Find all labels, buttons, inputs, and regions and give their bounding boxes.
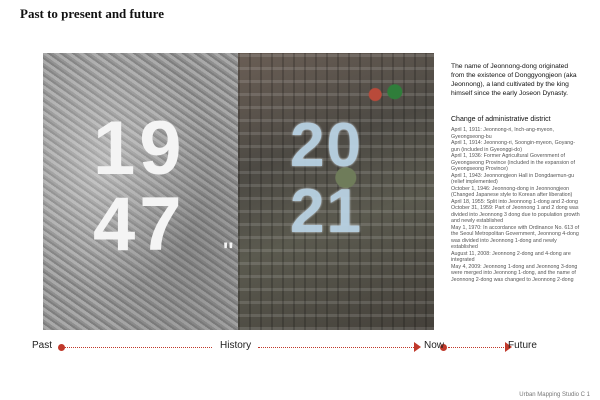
aerial-photo-1947: [43, 53, 238, 330]
timeline-line-segment: [62, 347, 212, 348]
history-entry: April 1, 1914: Jeonnong-ri, Soongin-myeon, Goyang-gun (included in Gyeonggi-do): [451, 140, 575, 153]
past-present-photo-comparison: [43, 53, 434, 330]
page-footer: Urban Mapping Studio C 1: [519, 392, 590, 398]
history-entry: May 4, 2009: Jeonnong 1-dong and Jeonnong 3-dong were merged into Jeonnong 1-dong, and the name of Jeonnong 2-dong was changed to Jeonnong 2-dong: [451, 263, 578, 283]
year-1947-top: 19: [93, 106, 186, 191]
history-entry: May 1, 1970: In accordance with Ordinance No. 613 of the Seoul Metropolitan Government, Jeonnong 4-dong was divided into Jeonnong 1-dong and newly established: [451, 224, 580, 250]
year-1947-bottom: 47: [93, 182, 186, 267]
history-entry: April 1, 1943: Jeonnongjeon Hall in Dongdaemun-gu (relief implemented): [451, 172, 575, 185]
admin-district-heading: Change of administrative district: [451, 116, 551, 123]
admin-history-list: [451, 127, 583, 283]
apostrophe-mark: '': [223, 238, 234, 263]
history-entry: October 1, 1946: Jeonnong-dong in Jeonnongjeon (Changed Japanese style to Korean after liberation): [451, 185, 573, 198]
timeline-label-now: Now: [424, 340, 445, 351]
aerial-photo-2021: [238, 53, 434, 330]
intro-paragraph: The name of Jeonnong-dong originated from the existence of Donggyongjeon (aka Jeonnong), a land cultivated by the king himself since the early Joseon Dynasty.: [451, 63, 577, 97]
timeline-label-past: Past: [32, 340, 53, 351]
history-entry: August 11, 2008: Jeonnong 2-dong and 4-dong are integrated: [451, 250, 571, 263]
page-title: Past to present and future: [20, 6, 164, 21]
timeline-line-segment: [258, 347, 414, 348]
history-entry: April 1, 1911: Jeonnong-ri, Inch-ang-myeon, Gyeongseong-bu: [451, 127, 554, 140]
timeline: [0, 340, 600, 370]
year-2021-top: 20: [290, 111, 363, 180]
timeline-line-segment: [448, 347, 508, 348]
timeline-label-history: History: [220, 340, 252, 351]
history-entry: October 31, 1959: Part of Jeonnong 1 and 2 dong was divided into Jeonnong 3 dong due to population growth and newly established: [451, 205, 580, 224]
history-entry: April 1, 1936: Former Agricultural Government of Gyeongseong Province (included in the expansion of Gyeongseong Province): [451, 153, 575, 172]
year-2021-bottom: 21: [290, 177, 363, 246]
timeline-arrow-icon: [414, 342, 421, 352]
history-entry: April 18, 1955: Split into Jeonnong 1-dong and 2-dong: [451, 198, 578, 205]
timeline-label-future: Future: [508, 340, 537, 351]
